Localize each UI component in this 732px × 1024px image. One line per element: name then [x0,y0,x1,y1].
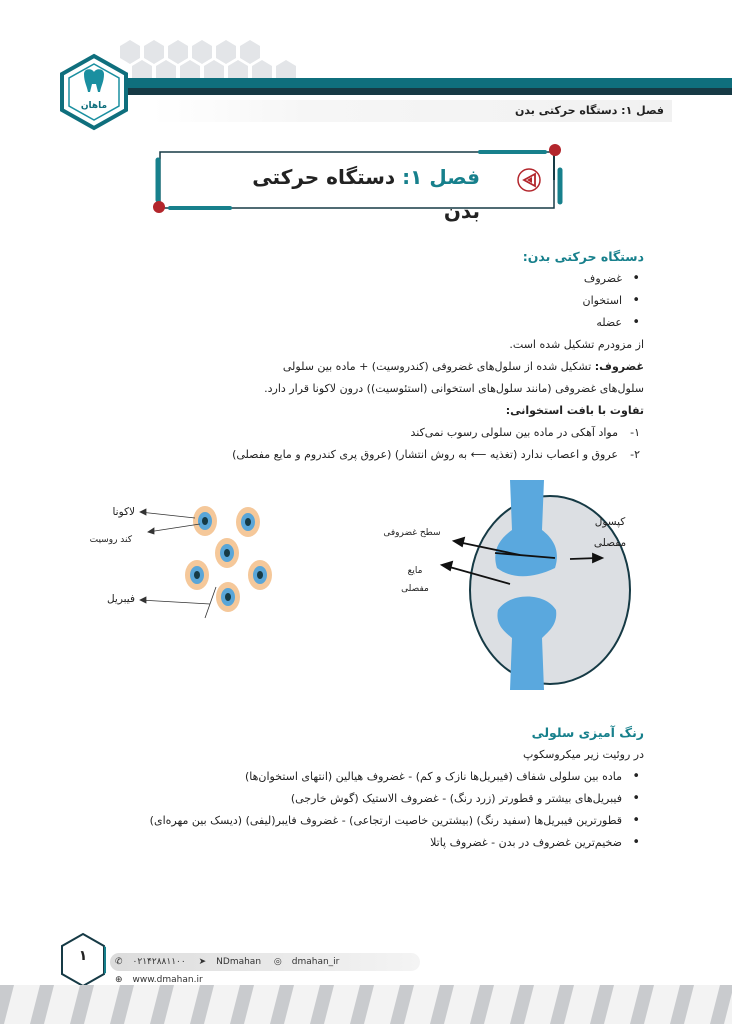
contact-phone: ۰۲۱۴۲۸۸۱۱۰۰ [132,957,186,967]
staining-intro: در روئیت زیر میکروسکوپ [523,748,644,761]
footer-stripe-decoration [0,985,732,1024]
list-item: ۲- عروق و اعصاب ندارد (تغذیه ⟵ به روش انتشار) (عروق پری کندروم و مایع مفصلی) [232,448,640,461]
chapter-title-main: دستگاه حرکتی بدن [252,165,480,223]
contact-website[interactable]: www.dmahan.ir [132,975,203,985]
staining-list [24,766,644,854]
telegram-icon: ➤ [198,957,207,967]
contact-instagram[interactable]: dmahan_ir [291,957,340,967]
logo-text: ماهان [80,101,108,111]
running-title: فصل ۱: دستگاه حرکتی بدن [152,100,672,122]
label-capsule-1: کپسول [594,516,626,528]
chondrocyte-cells [185,506,272,612]
label-cartilage-surface: سطح غضروفی [383,528,441,538]
list-item: • ماده بین سلولی شفاف (فیبریل‌ها نازک و کم) - غضروف هیالین (انتهای استخوان‌ها) [24,766,644,788]
chapter-title [210,160,480,223]
mahan-logo [54,52,134,132]
label-fibril: فیبریل [106,593,135,605]
section-heading-motor-system: دستگاه حرکتی بدن: [522,249,644,264]
cartilage-text: تشکیل شده از سلول‌های غضروفی (کندروسیت) + ماده بین سلولی [282,360,592,373]
lacuna-line: سلول‌های غضروفی (مانند سلول‌های استخوانی (استئوسیت)) درون لاکونا قرار دارد. [264,382,644,395]
list-item: • غضروف [84,268,644,290]
cartilage-definition [84,356,644,378]
mesoderm-line: از مزودرم تشکیل شده است. [509,338,644,351]
contact-telegram[interactable]: NDmahan [216,957,262,967]
header-band-teal [110,78,732,88]
contact-bar [110,953,420,985]
header-band-dark [110,88,732,95]
label-synovial-fluid-1: مایع [407,566,423,576]
phone-icon: ✆ [115,957,123,967]
difference-heading: تفاوت با بافت استخوانی: [505,404,644,417]
section-motor-system [84,246,644,466]
globe-icon: ⊕ [115,975,123,985]
instagram-icon: ◎ [273,957,282,967]
list-item: • عضله [84,312,644,334]
page-number: ۱ [78,948,88,964]
label-chondrocyte: کند روسیت [89,535,132,545]
label-lacuna: لاکونا [112,506,135,518]
section-cell-staining [24,722,644,854]
difference-list [84,422,644,466]
cartilage-label: غضروف: [594,360,644,373]
motor-system-list [84,268,644,334]
chapter-title-prefix: فصل ۱: [402,165,480,189]
label-capsule-2: مفصلی [593,537,627,549]
section-heading-staining: رنگ آمیزی سلولی [531,725,644,740]
list-item: • قطورترین فیبریل‌ها (سفید رنگ) (بیشترین خاصیت ارتجاعی) - غضروف فایبر(لیفی) (دیسک بین مهره‌ای) [24,810,644,832]
list-item: ۱- مواد آهکی در ماده بین سلولی رسوب نمی‌کند [410,426,640,439]
cartilage-cells-figure [80,490,300,640]
chapter-badge-icon [515,166,543,194]
list-item: • فیبریل‌های بیشتر و قطورتر (زرد رنگ) - غضروف الاستیک (گوش خارجی) [24,788,644,810]
label-synovial-fluid-2: مفصلی [401,584,429,594]
list-item: • استخوان [84,290,644,312]
synovial-joint-figure [360,480,660,690]
list-item: • ضخیم‌ترین غضروف در بدن - غضروف پاتلا [24,832,644,854]
